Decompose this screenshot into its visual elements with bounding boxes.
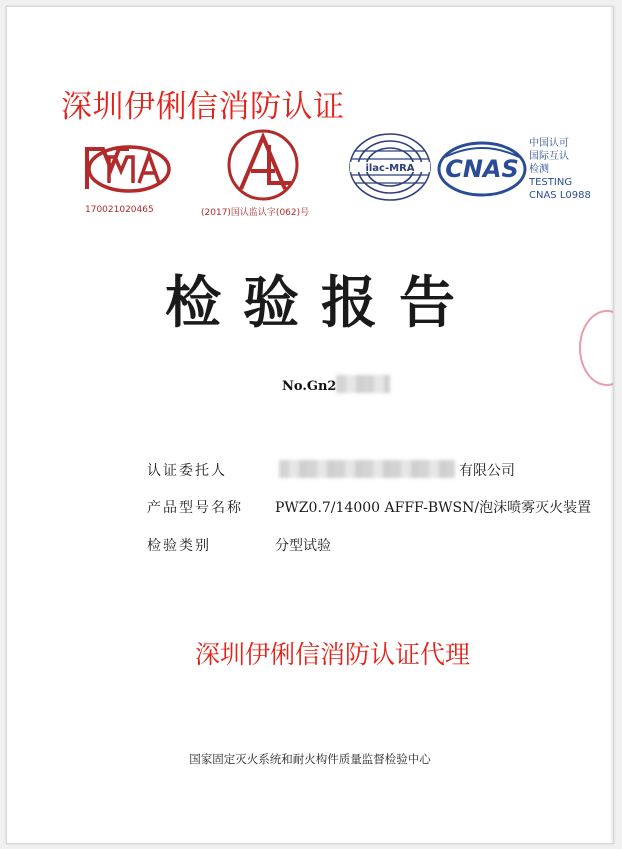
- cnas-line: 中国认可: [529, 138, 569, 149]
- certification-logos: [7, 125, 613, 225]
- issuing-center: 国家固定灭火系统和耐火构件质量监督检验中心: [189, 752, 431, 766]
- svg-text:CNAS: CNAS: [445, 155, 519, 183]
- svg-text:ilac-MRA: ilac-MRA: [365, 163, 415, 174]
- report-title: 检验报告: [165, 270, 477, 336]
- cnas-line: 国际互认: [529, 151, 569, 162]
- redacted-client-name: [279, 460, 455, 478]
- agency-watermark-bottom: 深圳伊俐信消防认证代理: [195, 640, 471, 669]
- cnas-line: 检测: [529, 164, 549, 175]
- cnas-line: TESTING: [529, 177, 573, 188]
- cma-logo: [81, 139, 177, 195]
- document-page: [6, 6, 614, 844]
- report-number: No.Gn2: [282, 379, 337, 394]
- cnas-caption: [529, 137, 591, 202]
- field-label-client: 认证委托人: [147, 463, 227, 479]
- agency-watermark-top: 深圳伊俐信消防认证: [61, 89, 345, 125]
- cal-logo: [221, 127, 305, 203]
- field-value-test-type: 分型试验: [275, 538, 331, 554]
- cma-number: 170021020465: [85, 205, 154, 215]
- cal-caption: (2017)国认监认字(062)号: [201, 208, 310, 218]
- field-label-product: 产品型号名称: [147, 500, 243, 516]
- redacted-report-number: [336, 375, 390, 393]
- field-label-test-type: 检验类别: [147, 538, 211, 554]
- cnas-line: CNAS L0988: [529, 190, 591, 201]
- field-value-client: 有限公司: [459, 463, 515, 479]
- field-value-product: PWZ0.7/14000 AFFF-BWSN/泡沫喷雾灭火装置: [275, 500, 592, 516]
- cnas-logo: [437, 141, 527, 197]
- ilac-mra-logo: [347, 131, 433, 203]
